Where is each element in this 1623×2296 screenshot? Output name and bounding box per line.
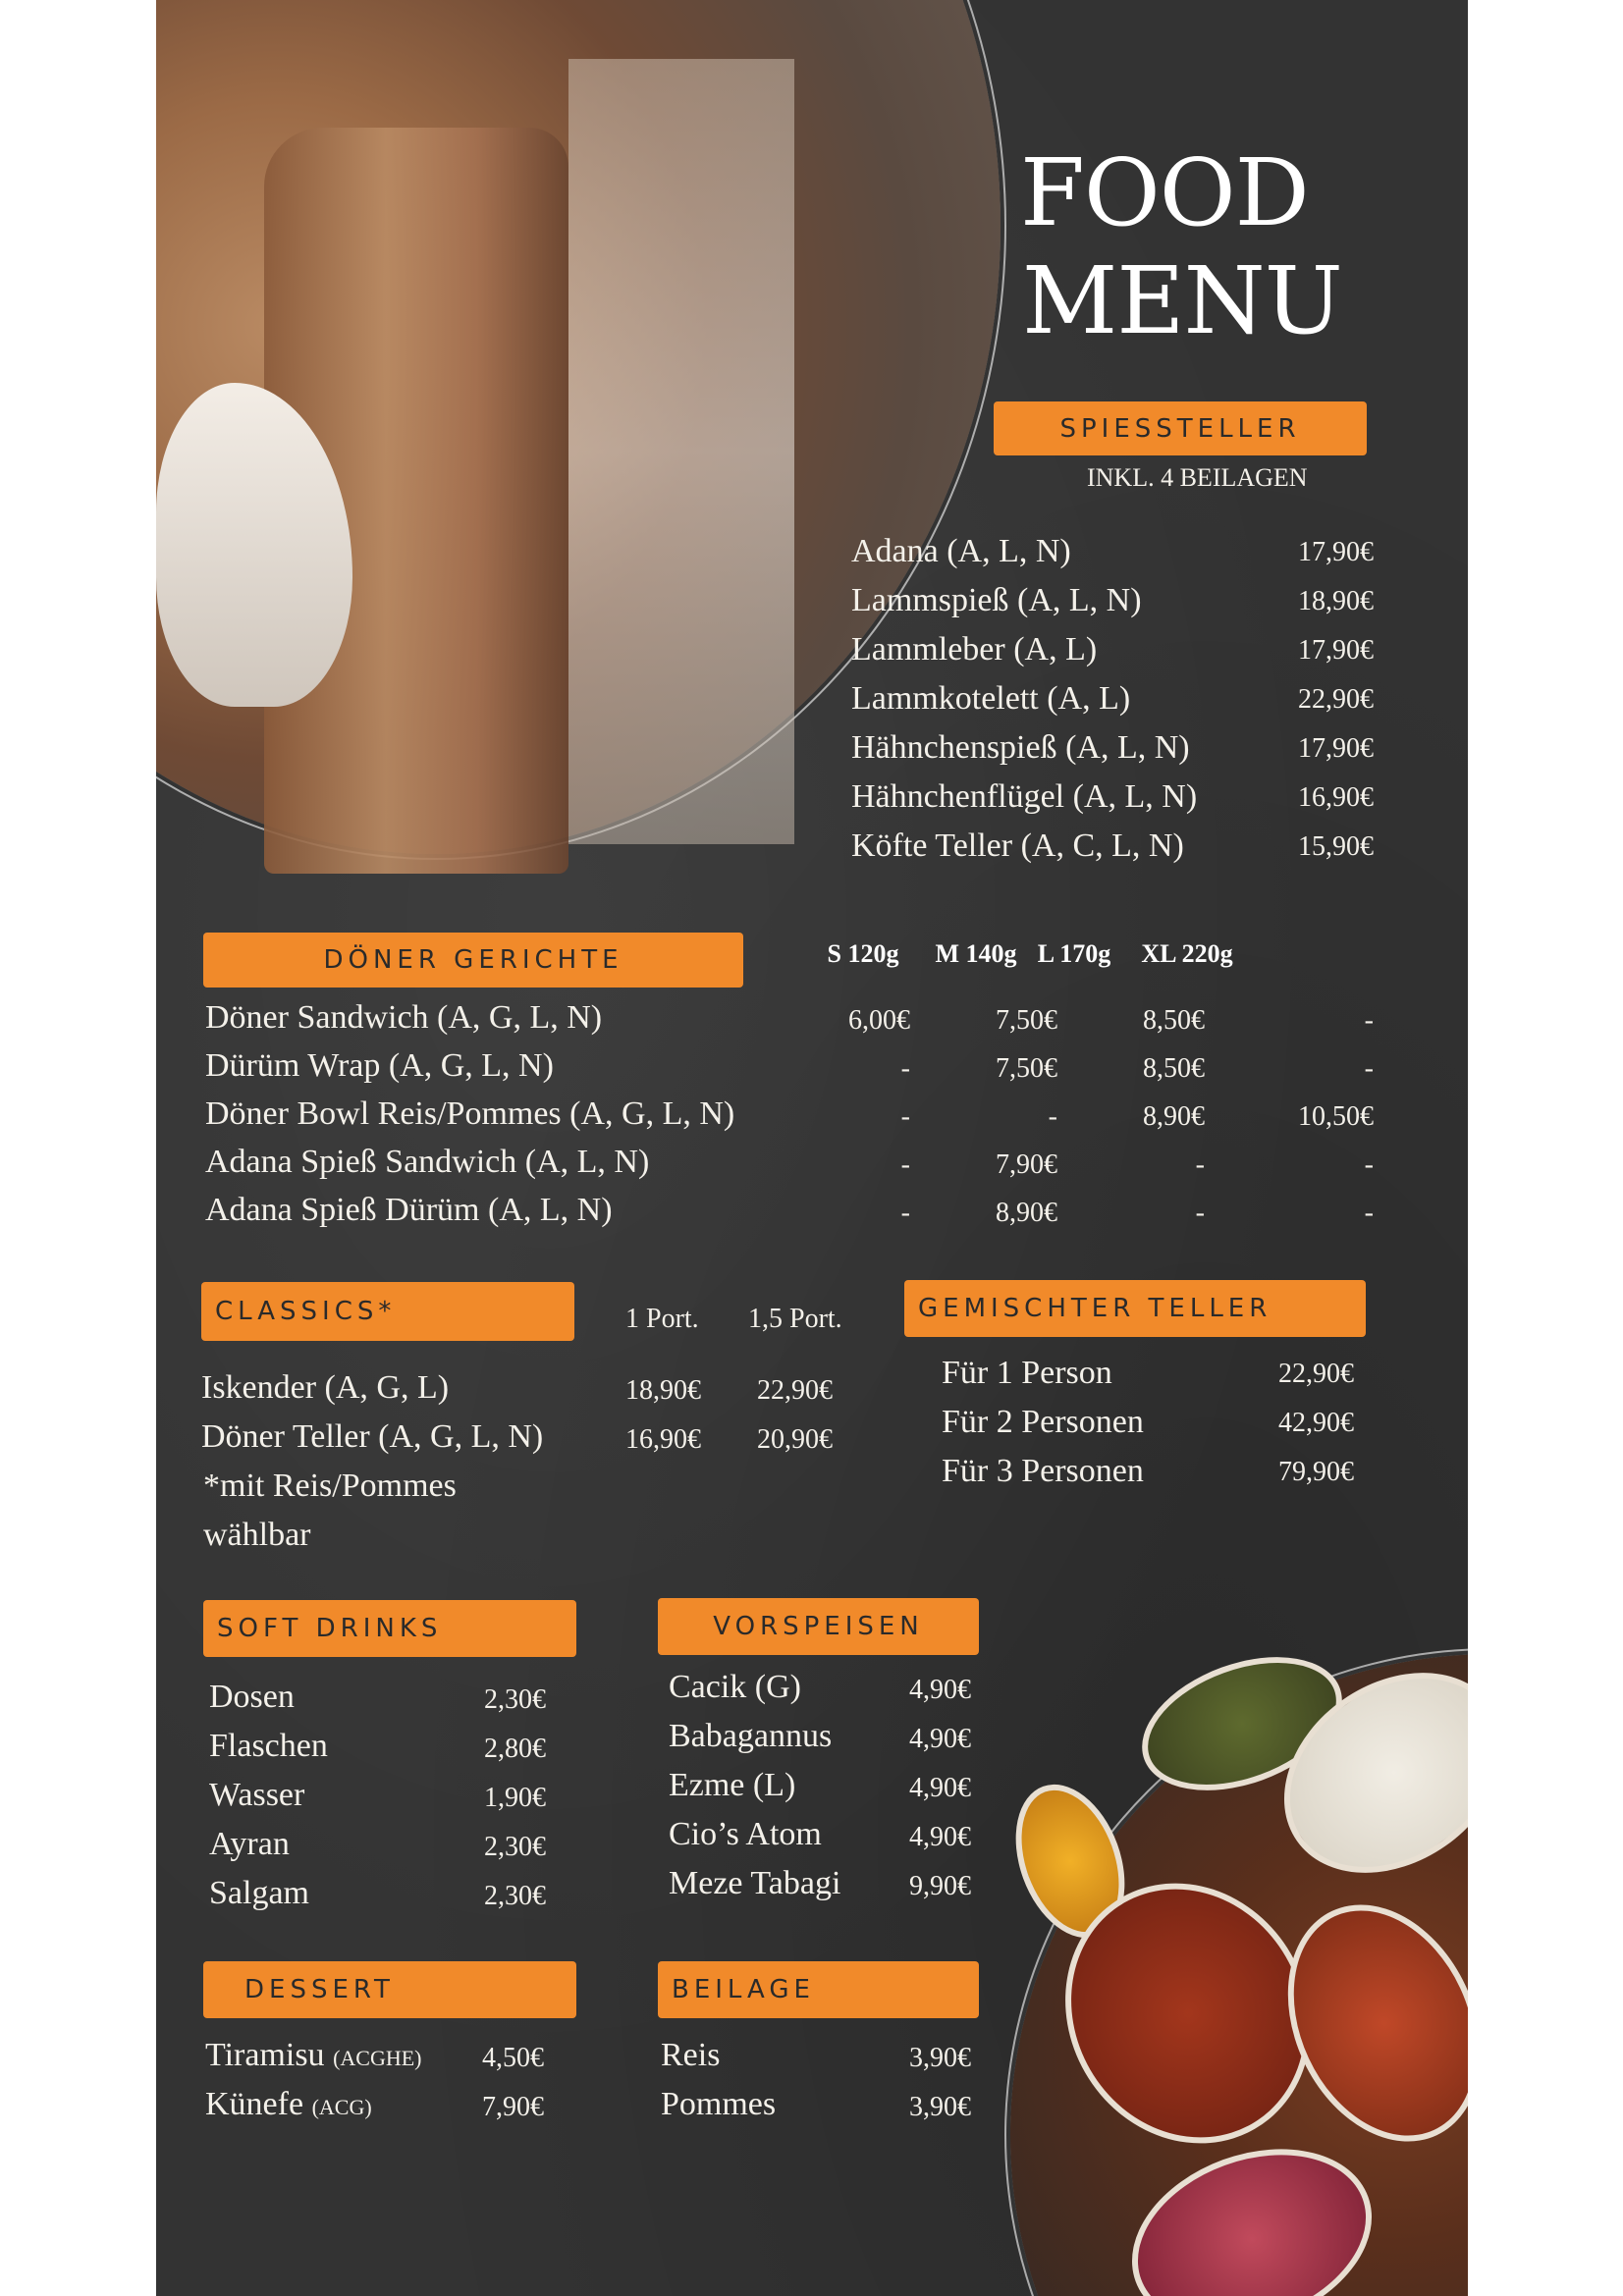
menu-item-name: Cacik (G)	[669, 1669, 802, 1705]
menu-item-price: 17,90€	[1298, 537, 1374, 567]
menu-item-price: 8,50€	[1143, 1053, 1205, 1084]
menu-item-price: 7,90€	[996, 1149, 1057, 1180]
size-header: XL 220g	[1141, 939, 1233, 968]
menu-item-name: Adana Spieß Sandwich (A, L, N)	[205, 1144, 650, 1180]
menu-title-line2: MENU	[1022, 247, 1342, 355]
menu-item-price: -	[900, 1198, 910, 1228]
menu-item-price: 18,90€	[625, 1375, 701, 1406]
menu-item-price: 17,90€	[1298, 635, 1374, 666]
menu-item-price: 42,90€	[1278, 1408, 1354, 1438]
doner-photo-wall	[568, 59, 794, 844]
doner-photo	[156, 0, 1001, 854]
menu-item-name: Adana Spieß Dürüm (A, L, N)	[205, 1192, 613, 1228]
menu-item-price: 22,90€	[1298, 684, 1374, 715]
menu-item-price: 2,30€	[484, 1881, 546, 1911]
menu-item-price: 4,90€	[909, 1724, 971, 1754]
section-heading-vorspeisen: VORSPEISEN	[658, 1598, 979, 1655]
menu-item-name: Reis	[661, 2037, 721, 2073]
section-heading-classics: CLASSICS*	[201, 1282, 574, 1341]
menu-item-name: Hähnchenspieß (A, L, N)	[851, 729, 1190, 766]
meze-photo	[1010, 1654, 1468, 2296]
menu-item-price: 7,50€	[996, 1005, 1057, 1036]
menu-item-name: Für 1 Person	[942, 1355, 1112, 1391]
dessert-allergens: (ACG)	[311, 2095, 372, 2119]
spiessteller-note: INKL. 4 BEILAGEN	[1087, 463, 1308, 492]
menu-item-price: 4,50€	[482, 2043, 544, 2073]
menu-item-name: Babagannus	[669, 1718, 833, 1754]
size-header: S 120g	[827, 939, 899, 968]
menu-item-price: 7,90€	[482, 2092, 544, 2122]
menu-item-price: -	[1048, 1101, 1057, 1132]
section-heading-beilage: BEILAGE	[658, 1961, 979, 2018]
menu-item-price: -	[900, 1149, 910, 1180]
menu-item-price: 1,90€	[484, 1783, 546, 1813]
dessert-allergens: (ACGHE)	[333, 2046, 422, 2070]
menu-item-name: Lammspieß (A, L, N)	[851, 582, 1142, 618]
menu-item-name: Pommes	[661, 2086, 777, 2122]
menu-item-name: Dürüm Wrap (A, G, L, N)	[205, 1047, 554, 1084]
menu-item-price: 4,90€	[909, 1773, 971, 1803]
dessert-name: Künefe	[205, 2086, 312, 2122]
menu-item-name: Lammleber (A, L)	[851, 631, 1098, 667]
menu-item-price: 15,90€	[1298, 831, 1374, 862]
menu-item-name: Hähnchenflügel (A, L, N)	[851, 778, 1198, 815]
section-heading-gemischter-teller: GEMISCHTER TELLER	[904, 1280, 1366, 1337]
menu-item-name: Köfte Teller (A, C, L, N)	[851, 828, 1184, 864]
menu-item-price: 2,80€	[484, 1734, 546, 1764]
menu-item-name: Cio’s Atom	[669, 1816, 822, 1852]
menu-item-price: 22,90€	[1278, 1359, 1354, 1389]
menu-item-name: Döner Sandwich (A, G, L, N)	[205, 999, 603, 1036]
menu-item-name: Meze Tabagi	[669, 1865, 841, 1901]
menu-item-name: Für 2 Personen	[942, 1404, 1144, 1440]
menu-title-line1: FOOD	[1020, 139, 1309, 247]
classics-col-header: 1,5 Port.	[748, 1304, 842, 1334]
menu-item-price: -	[1364, 1005, 1374, 1036]
menu-item-price: 6,00€	[848, 1005, 910, 1036]
menu-item-name: Salgam	[209, 1875, 309, 1911]
menu-item-price: -	[900, 1101, 910, 1132]
menu-item-price: -	[1364, 1053, 1374, 1084]
classics-note: *mit Reis/Pommes	[203, 1468, 457, 1504]
classics-note: wählbar	[203, 1517, 311, 1553]
menu-item-name: Döner Bowl Reis/Pommes (A, G, L, N)	[205, 1095, 735, 1132]
dessert-name: Tiramisu	[205, 2037, 334, 2073]
menu-item-name	[205, 2088, 372, 2121]
menu-item-price: 4,90€	[909, 1822, 971, 1852]
section-heading-soft-drinks: SOFT DRINKS	[203, 1600, 576, 1657]
section-heading-doner: DÖNER GERICHTE	[203, 933, 743, 988]
menu-item-price: 10,50€	[1298, 1101, 1374, 1132]
section-heading-spiessteller: SPIESSTELLER	[994, 401, 1367, 455]
menu-item-name: Dosen	[209, 1679, 295, 1715]
menu-item-price: 8,90€	[1143, 1101, 1205, 1132]
menu-item-name: Döner Teller (A, G, L, N)	[201, 1418, 544, 1455]
menu-item-price: 7,50€	[996, 1053, 1057, 1084]
menu-board	[156, 0, 1468, 2296]
menu-item-name: Lammkotelett (A, L)	[851, 680, 1131, 717]
menu-item-price: 22,90€	[757, 1375, 833, 1406]
menu-item-name: Ayran	[209, 1826, 290, 1862]
menu-item-price: 3,90€	[909, 2092, 971, 2122]
menu-item-price: 8,90€	[996, 1198, 1057, 1228]
menu-item-name: Flaschen	[209, 1728, 328, 1764]
menu-item-price: 20,90€	[757, 1424, 833, 1455]
menu-item-name: Iskender (A, G, L)	[201, 1369, 450, 1406]
menu-item-price: -	[1364, 1149, 1374, 1180]
classics-col-header: 1 Port.	[625, 1304, 699, 1334]
menu-item-price: 17,90€	[1298, 733, 1374, 764]
menu-item-price: 18,90€	[1298, 586, 1374, 616]
menu-item-price: 9,90€	[909, 1871, 971, 1901]
menu-item-price: 4,90€	[909, 1675, 971, 1705]
menu-item-name: Adana (A, L, N)	[851, 533, 1071, 569]
meze-bowl	[1107, 2117, 1397, 2296]
menu-item-name: Wasser	[209, 1777, 305, 1813]
menu-item-price: 3,90€	[909, 2043, 971, 2073]
size-header: M 140g	[935, 939, 1017, 968]
menu-item-name: Ezme (L)	[669, 1767, 796, 1803]
section-heading-dessert: DESSERT	[203, 1961, 576, 2018]
menu-item-name: Für 3 Personen	[942, 1453, 1144, 1489]
menu-item-price: -	[1195, 1198, 1205, 1228]
menu-item-price: -	[1364, 1198, 1374, 1228]
menu-item-price: 79,90€	[1278, 1457, 1354, 1487]
menu-item-price: 16,90€	[625, 1424, 701, 1455]
menu-item-price: 16,90€	[1298, 782, 1374, 813]
menu-item-price: 8,50€	[1143, 1005, 1205, 1036]
menu-item-price: -	[900, 1053, 910, 1084]
menu-item-price: 2,30€	[484, 1832, 546, 1862]
menu-item-price: 2,30€	[484, 1684, 546, 1715]
size-header: L 170g	[1037, 939, 1111, 968]
menu-item-price: -	[1195, 1149, 1205, 1180]
